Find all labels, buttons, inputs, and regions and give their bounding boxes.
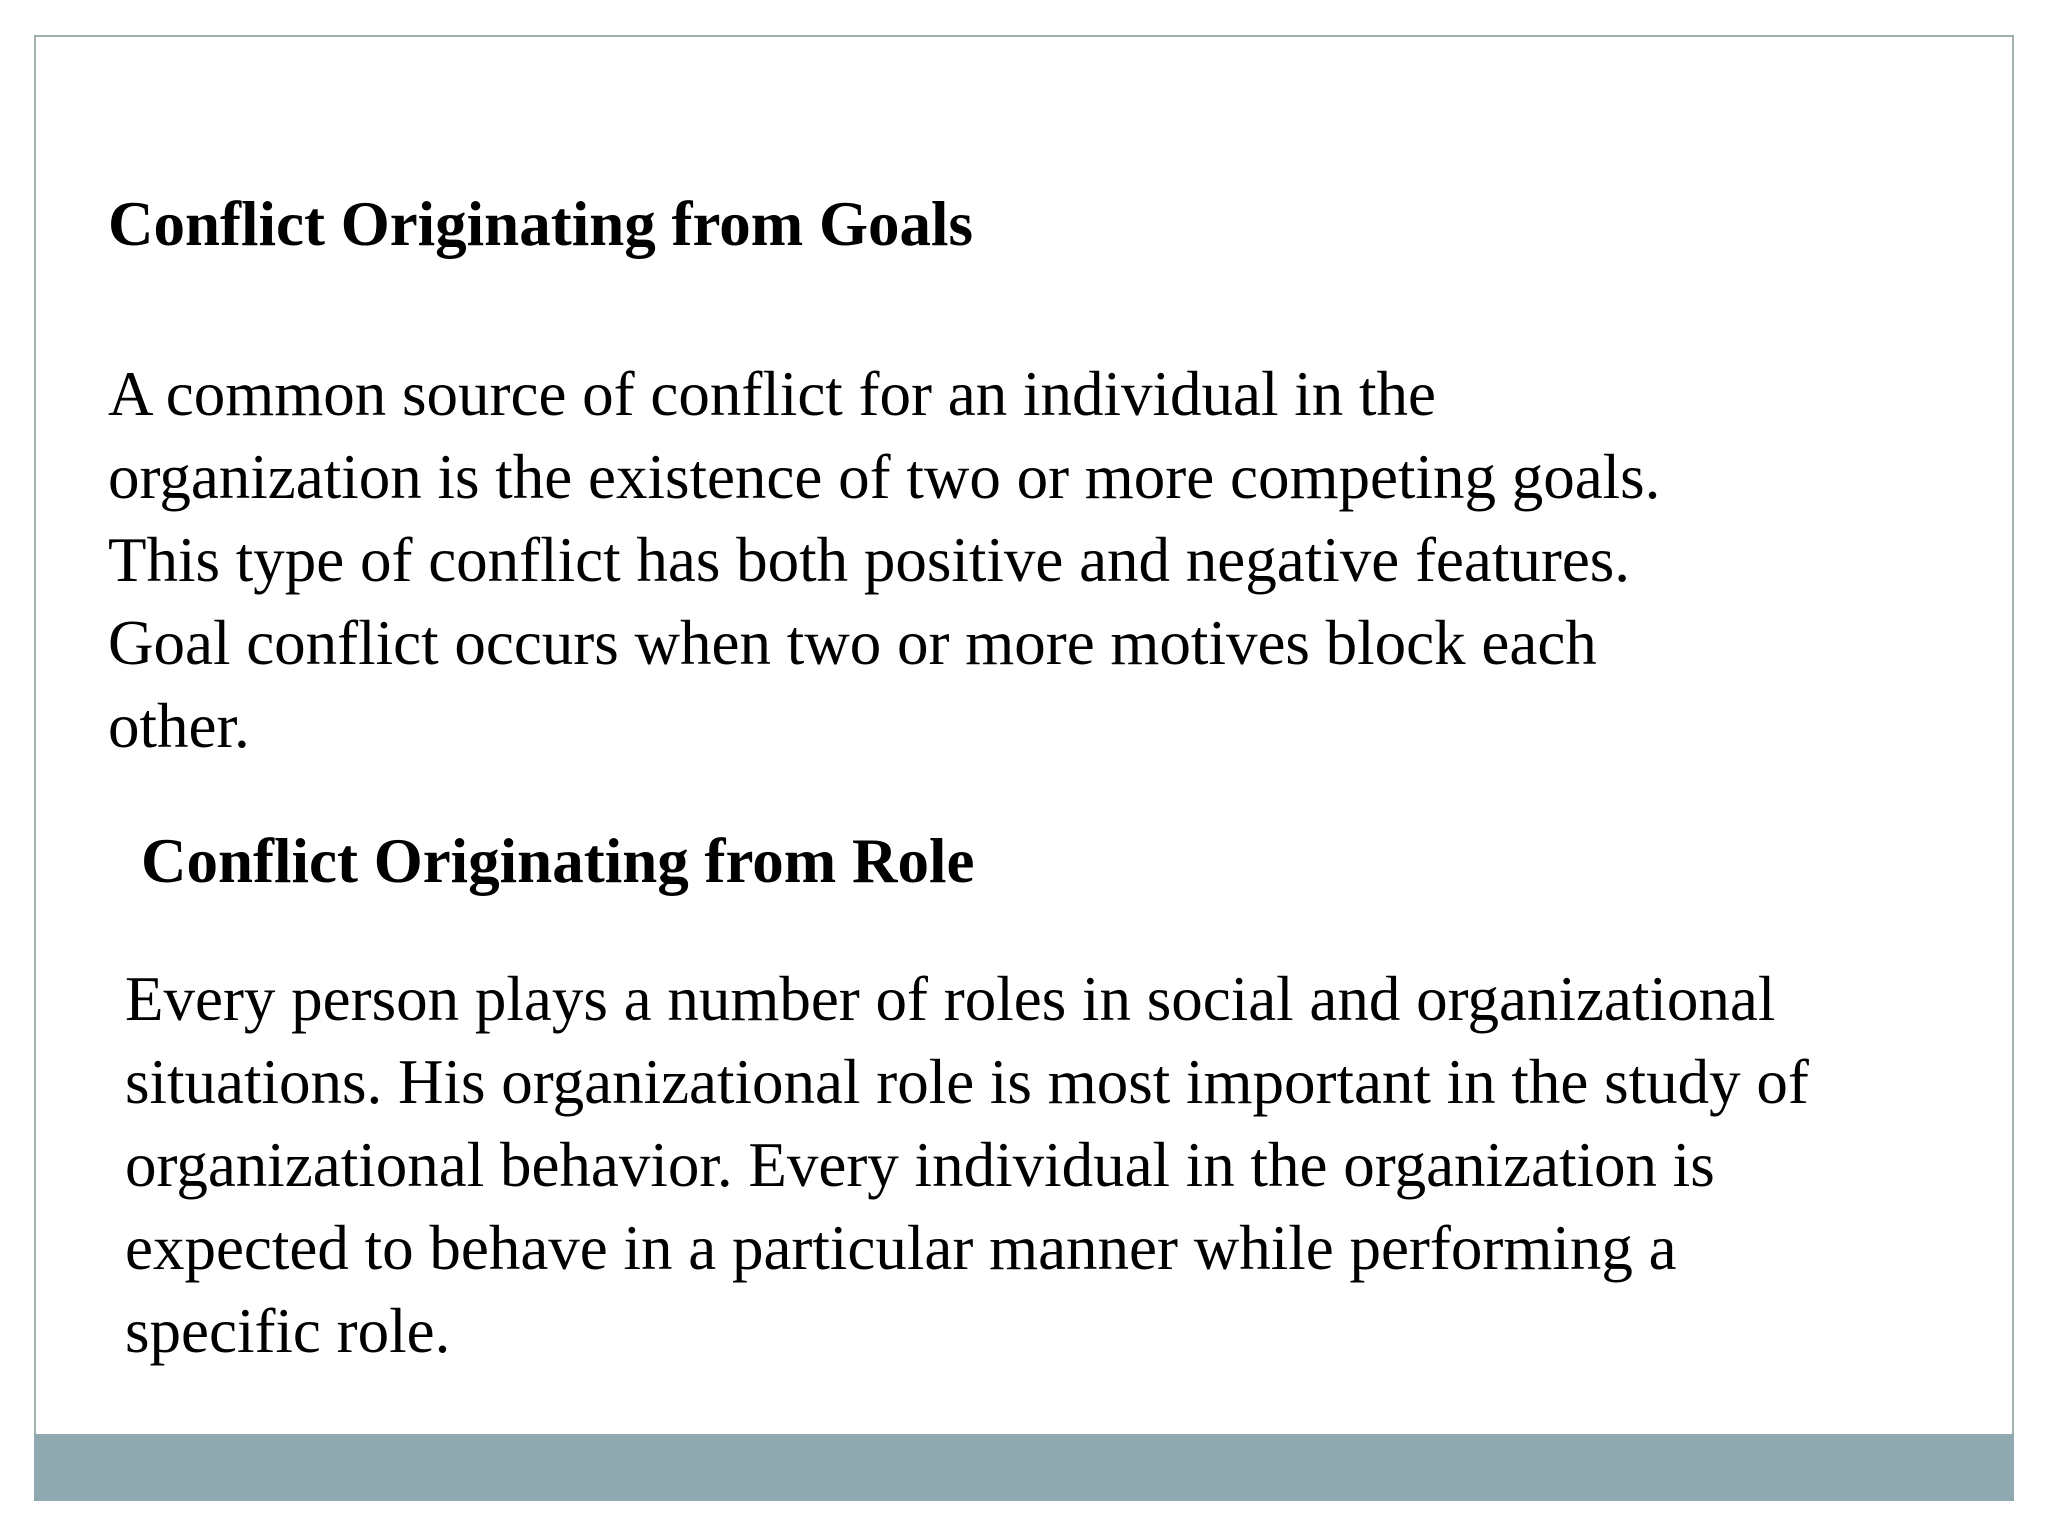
- footer-bar: [34, 1434, 2014, 1501]
- goals-line: This type of conflict has both positive and negative features.: [108, 525, 1631, 595]
- goals-line: A common source of conflict for an individual in the: [108, 359, 1436, 429]
- goals-line: organization is the existence of two or more competing goals.: [108, 442, 1661, 512]
- goals-heading: Conflict Originating from Goals: [108, 189, 974, 259]
- role-paragraph: [125, 958, 1809, 1373]
- role-line: specific role.: [125, 1296, 451, 1366]
- role-heading: Conflict Originating from Role: [141, 826, 975, 896]
- role-line: expected to behave in a particular manner while performing a: [125, 1213, 1677, 1283]
- goals-line: Goal conflict occurs when two or more motives block each: [108, 608, 1597, 678]
- role-line: Every person plays a number of roles in social and organizational: [125, 964, 1776, 1034]
- role-line: organizational behavior. Every individual in the organization is: [125, 1130, 1715, 1200]
- role-line: situations. His organizational role is most important in the study of: [125, 1047, 1809, 1117]
- goals-paragraph: [108, 353, 1660, 768]
- goals-line: other.: [108, 691, 250, 761]
